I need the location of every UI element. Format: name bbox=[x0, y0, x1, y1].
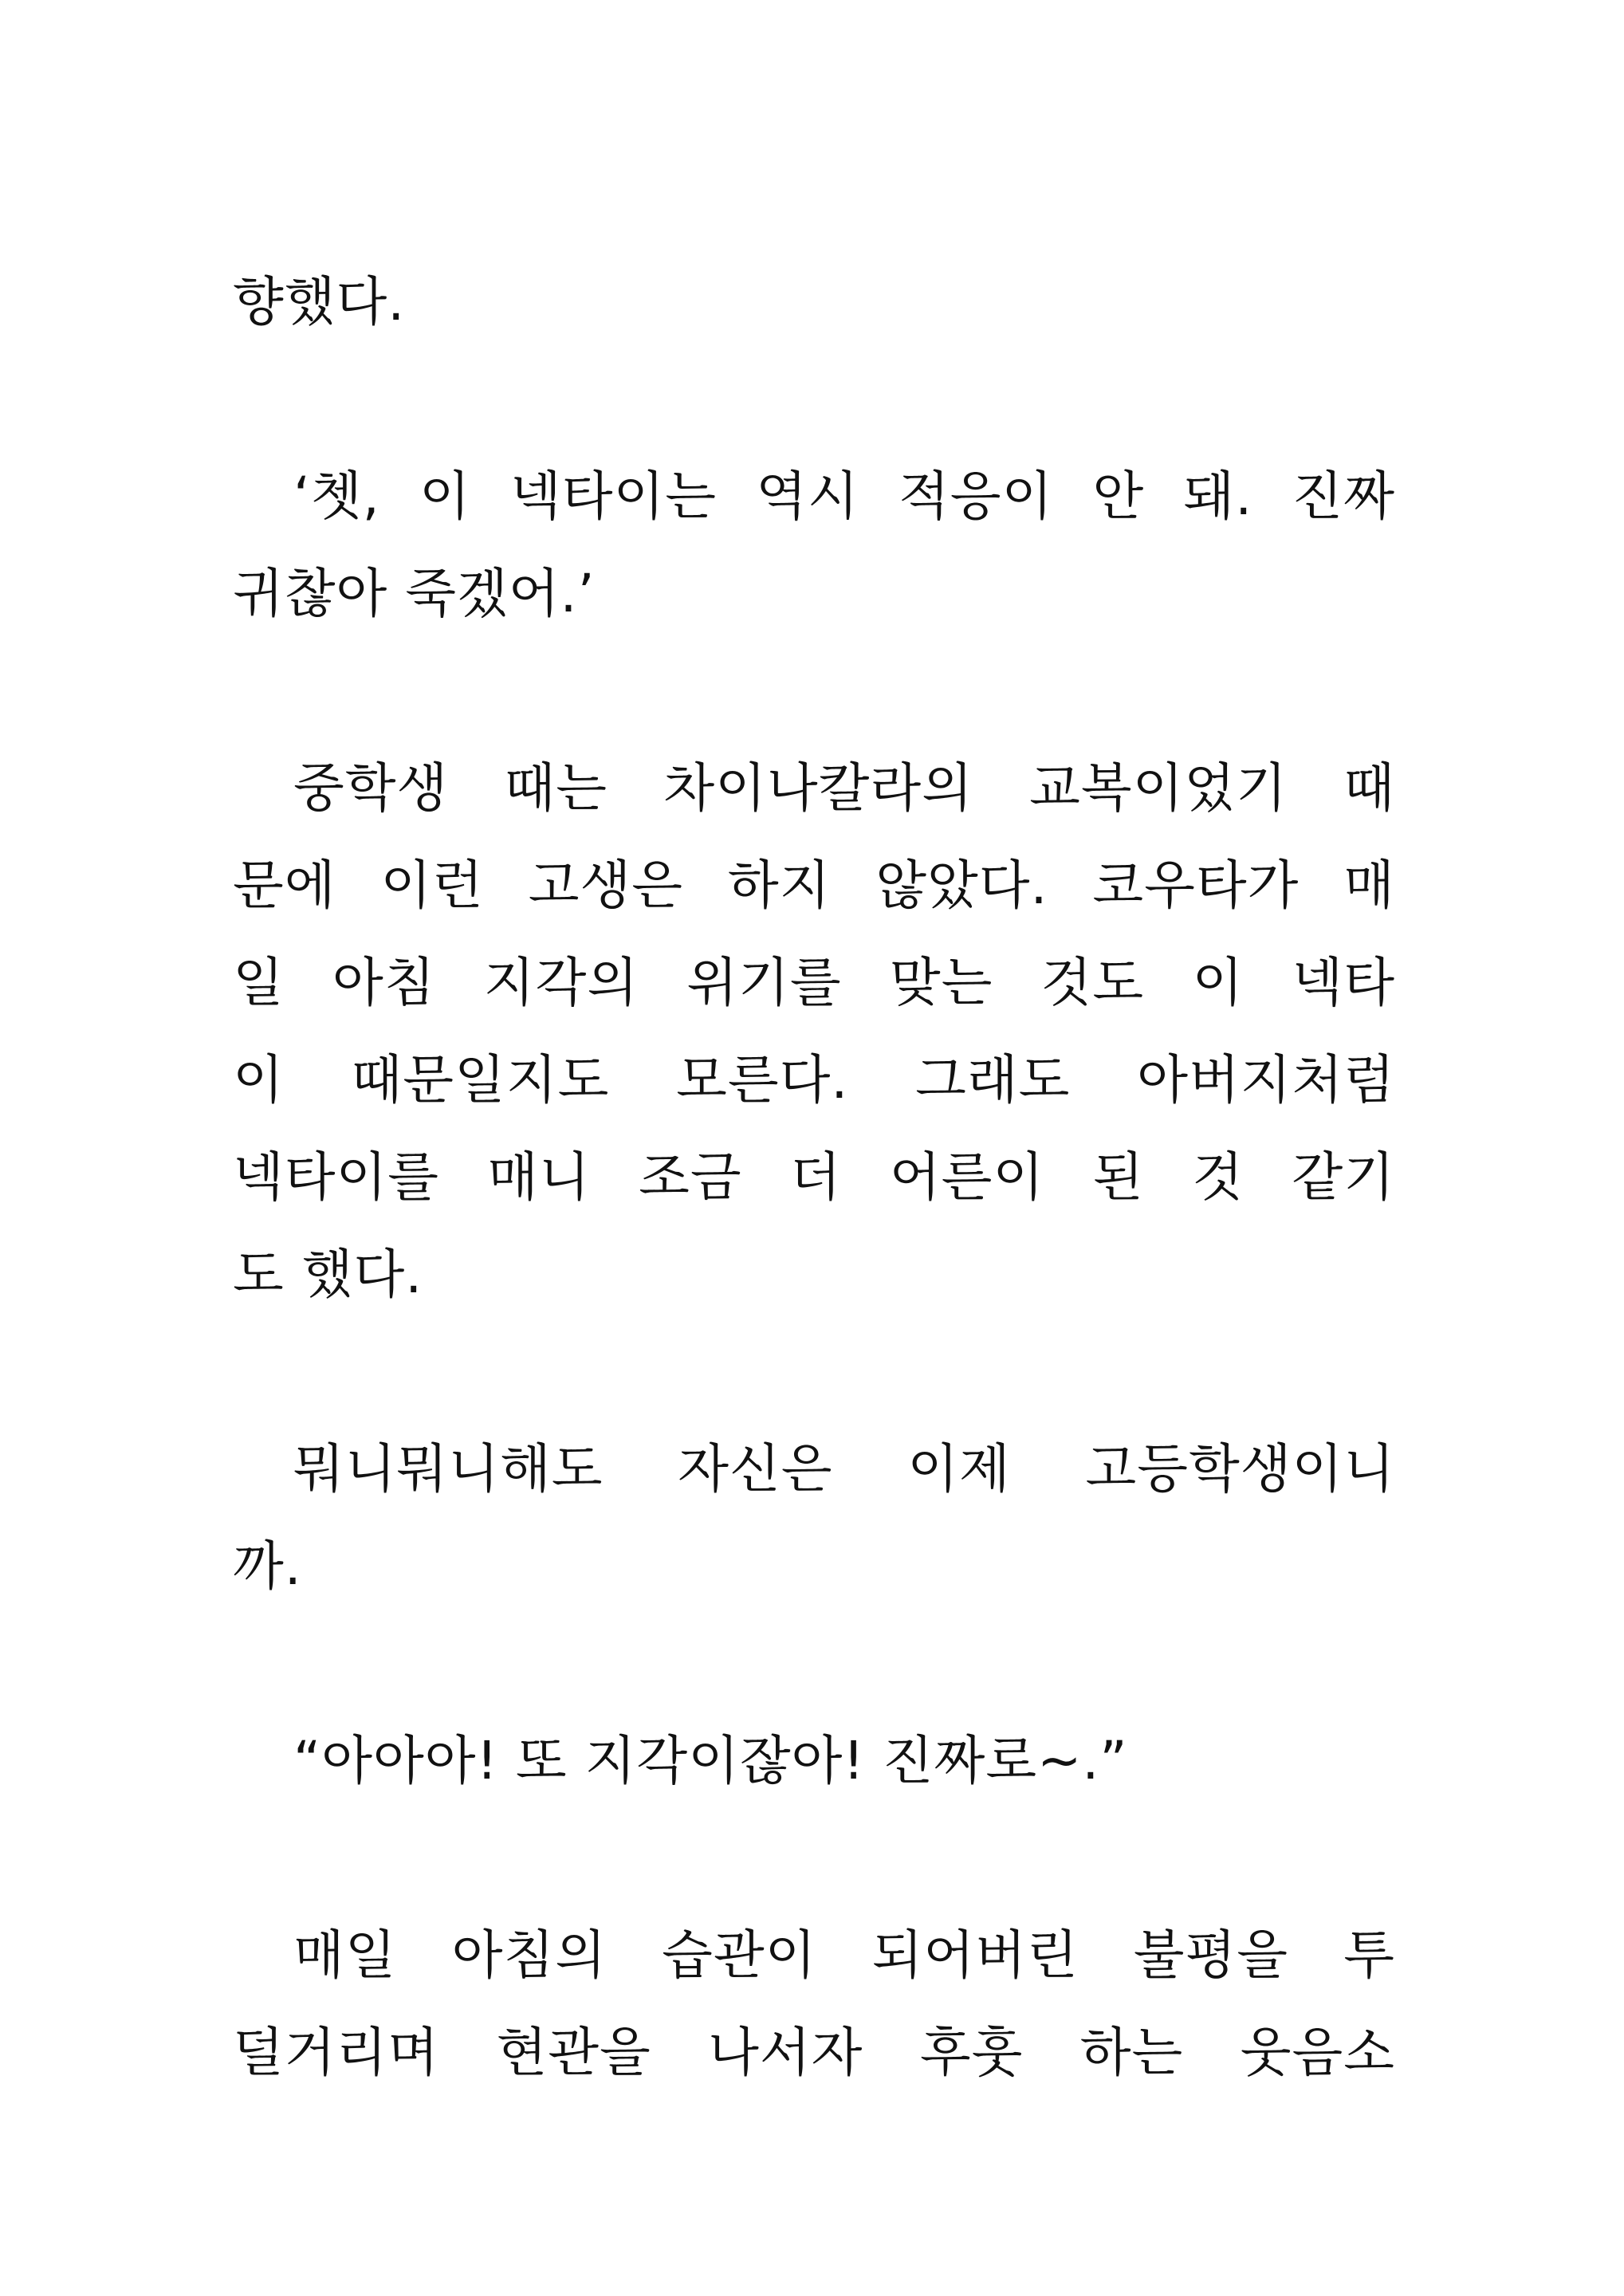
text-line: 이 때문일지도 모른다. 그래도 아버지처럼 bbox=[233, 1049, 1395, 1111]
paragraph-5 bbox=[233, 1712, 1395, 1810]
text-line: 덜거리며 현관을 나서자 후훗 하는 웃음소 bbox=[233, 2022, 1395, 2083]
text-line: 문에 이런 고생은 하지 않았다. 코우타가 매 bbox=[233, 855, 1395, 916]
text-line bbox=[233, 1907, 1395, 2004]
paragraph-6 bbox=[233, 1907, 1395, 2101]
paragraph-1 bbox=[233, 254, 1395, 351]
text-content: 뭐니뭐니해도 자신은 이제 고등학생이니 bbox=[293, 1438, 1395, 1500]
text-line: 향했다. bbox=[233, 271, 406, 332]
text-content: 매일 아침의 습관이 되어버린 불평을 투 bbox=[293, 1924, 1395, 1986]
paragraph-4 bbox=[233, 1421, 1395, 1615]
text-line bbox=[233, 740, 1395, 837]
text-line bbox=[233, 1712, 1395, 1810]
text-line: 일 아침 지각의 위기를 맞는 것도 이 넥타 bbox=[233, 952, 1395, 1013]
text-line: 까. bbox=[233, 1535, 302, 1597]
text-line bbox=[233, 1421, 1395, 1518]
text-content: 중학생 때는 차이나칼라의 교복이었기 때 bbox=[293, 757, 1395, 819]
text-line: 넥타이를 매니 조금 더 어른이 된 것 같기 bbox=[233, 1146, 1395, 1208]
paragraph-2 bbox=[233, 448, 1395, 643]
text-line: 도 했다. bbox=[233, 1244, 423, 1305]
text-line bbox=[233, 448, 1395, 545]
paragraph-3 bbox=[233, 740, 1395, 1323]
text-line: 귀찮아 죽겠어.’ bbox=[233, 563, 596, 624]
text-content: ‘쳇, 이 넥타이는 역시 적응이 안 돼. 진짜 bbox=[293, 466, 1395, 527]
text-content: “아아아! 또 지각이잖아! 진짜로~.” bbox=[293, 1730, 1128, 1791]
